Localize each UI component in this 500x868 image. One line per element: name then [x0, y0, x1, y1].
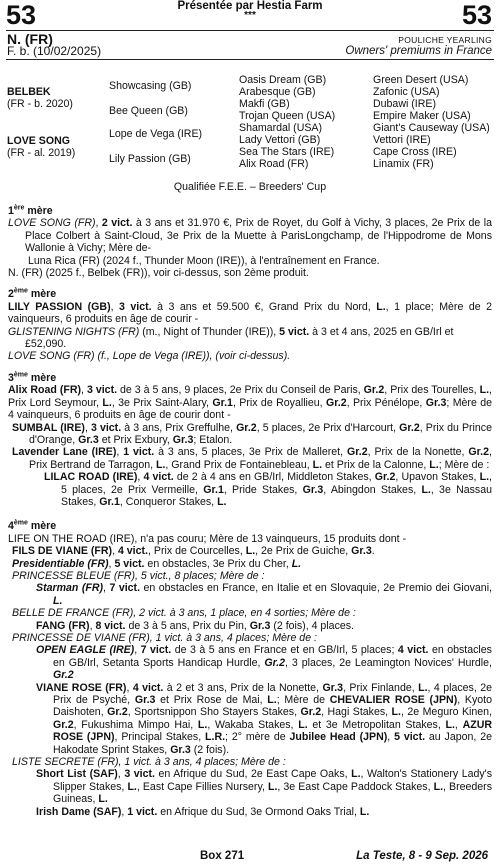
fourth-dam-entry: LIFE ON THE ROAD (IRE), n'a pas couru; Mère de 13 vainqueurs, 15 produits dont -	[8, 532, 407, 545]
produce-entry: Luna Rica (FR) (2024 f., Thunder Moon (IRE)), à l'entraînement en France.	[28, 254, 380, 267]
qualification: Qualifiée F.E.E. – Breeders' Cup	[173, 181, 327, 193]
produce-entry: VIANE ROSE (FR), 4 vict. à 2 et 3 ans, Prix de la Nonette, Gr.3, Prix Finlande, L., 4 places, 2e Prix de Psyché, Gr.3 et Prix Rose de Mai, L.; Mère de CHEVALIER ROSE (JPN), Kyoto Daishoten, Gr.2, Sportsnippon Sho Stayers Stakes, Gr.2, Hagi Stakes, L., 2e Meguro Kinen, Gr.2, Fukushima Mimpo Hai, L., Wakaba Stakes, L. et 3e Metropolitan Stakes, L., AZUR ROSE (JPN), Principal Stakes, L.R.; 2° mère de Jubilee Head (JPN), 5 vict. au Japon, 2e Hakodate Sprint Stakes, Gr.3 (2 fois).	[36, 681, 493, 756]
produce-entry: LILAC ROAD (IRE), 4 vict. de 2 à 4 ans en GB/Irl, Middleton Stakes, Gr.2, Upavon Stakes, L., 5 places, 2e Prix Vermeille, Gr.1, Pride Stakes, Gr.3, Abingdon Stakes, L., 3e Nassau Stakes, Gr.1, Conqueror Stakes, L.	[44, 471, 492, 508]
horse-category: POULICHE YEARLING	[398, 35, 492, 45]
produce-entry: Lavender Lane (IRE), 1 vict. à 3 ans, 5 places, 3e Prix de Malleret, Gr.2, Prix de la Nonette, Gr.2, Prix Bertrand de Tarragon, L., Grand Prix de Fontainebleau, L. et Prix de la Calonne, L.; Mère de :	[12, 446, 492, 471]
dam-name: LOVE SONG	[7, 135, 70, 147]
pedigree-gen4: Green Desert (USA)	[373, 74, 469, 86]
pedigree-gen4: Linamix (FR)	[373, 158, 434, 170]
section-heading-1: 1ère mère	[8, 204, 53, 217]
first-dam-entry: LOVE SONG (FR), 2 vict. à 3 ans et 31.970 €, Prix de Royet, du Golf à Vichy, 3 places, 2e Prix de la Place Colbert à Saint-Cloud, 3e Prix de la Muette à ParisLongchamp, de l'Hippodrome de Mons Wallonie à Vichy; Mère de-	[8, 217, 492, 255]
pedigree-divider	[6, 59, 494, 60]
pedigree-gen3: Trojan Queen (USA)	[239, 110, 336, 122]
lot-number-left: 53	[6, 0, 37, 30]
pedigree-gen4: Vettori (IRE)	[373, 134, 431, 146]
produce-entry: FANG (FR), 8 vict. de 3 à 5 ans, Prix du Pin, Gr.3 (2 fois), 4 places.	[36, 619, 354, 632]
pedigree-gen2: Showcasing (GB)	[109, 80, 192, 92]
sire-name: BELBEK	[7, 86, 51, 98]
sire-info: (FR - b. 2020)	[7, 98, 73, 110]
produce-entry: PRINCESSE DE VIANE (FR), 1 vict. à 3 ans, 4 places; Mère de :	[12, 632, 317, 644]
sale-info: La Teste, 8 - 9 Sep. 2026	[356, 850, 488, 862]
horse-description: F. b. (10/02/2025)	[7, 44, 102, 58]
produce-entry: Starman (FR), 7 vict. en obstacles en France, en Italie et en Slovaquie, 2e Premio dei Giovani, L.	[36, 582, 492, 607]
produce-entry: Presidentiable (FR), 5 vict. en obstacles, 3e Prix du Cher, L.	[12, 557, 302, 570]
pedigree-gen2: Lope de Vega (IRE)	[109, 128, 203, 140]
produce-entry: PRINCESSE BLEUE (FR), 5 vict., 8 places; Mère de :	[12, 569, 265, 582]
rating-stars: ***	[244, 10, 256, 21]
produce-entry: FILS DE VIANE (FR), 4 vict., Prix de Courcelles, L., 2e Prix de Guiche, Gr.3.	[12, 545, 375, 558]
pedigree-gen3: Shamardal (USA)	[239, 122, 323, 134]
pedigree-gen4: Empire Maker (USA)	[373, 110, 471, 122]
section-heading-3: 3ème mère	[8, 371, 57, 384]
pedigree-gen4: Cape Cross (IRE)	[373, 146, 457, 158]
produce-entry: N. (FR) (2025 f., Belbek (FR)), voir ci-dessus, son 2ème produit.	[8, 267, 309, 280]
pedigree-gen3: Arabesque (GB)	[239, 86, 316, 98]
dam-line	[8, 205, 492, 818]
pedigree-gen2: Bee Queen (GB)	[109, 105, 188, 117]
box-number: Box 271	[200, 850, 245, 862]
horse-name: N. (FR)	[7, 31, 53, 47]
pedigree-gen3: Sea The Stars (IRE)	[239, 146, 335, 158]
produce-entry: OPEN EAGLE (IRE), 7 vict. de 3 à 5 ans en France et en GB/Irl, 5 places; 4 vict. en obstacles en GB/Irl, Setanta Sports Handicap Hurdle, Gr.2, 3 places, 2e Leamington Novices' Hurdle, Gr.2	[36, 644, 492, 682]
lot-number-right: 53	[461, 0, 492, 30]
pedigree-gen4: Zafonic (USA)	[373, 86, 440, 98]
produce-entry: Short List (SAF), 3 vict. en Afrique du Sud, 2e East Cape Oaks, L., Walton's Stationery Lady's Slipper Stakes, L., East Cape Fillies Nursery, L., 3e East Cape Paddock Stakes, L., Breeders Guineas, L.	[36, 768, 493, 806]
section-heading-2: 2ème mère	[8, 287, 57, 301]
pedigree-gen3: Alix Road (FR)	[239, 158, 309, 170]
pedigree-gen3: Makfi (GB)	[239, 98, 290, 110]
pedigree-gen3: Oasis Dream (GB)	[239, 74, 327, 86]
dam-info: (FR - al. 2019)	[7, 147, 76, 159]
presenter: Présentée par Hestia Farm	[177, 0, 323, 12]
pedigree-gen2: Lily Passion (GB)	[109, 153, 191, 165]
pedigree-gen4: Giant's Causeway (USA)	[373, 122, 490, 134]
produce-entry: BELLE DE FRANCE (FR), 2 vict. à 3 ans, 1 place, en 4 sorties; Mère de :	[12, 607, 356, 620]
produce-entry: Irish Dame (SAF), 1 vict. en Afrique du Sud, 3e Ormond Oaks Trial, L.	[36, 805, 370, 818]
produce-entry: SUMBAL (IRE), 3 vict. à 3 ans, Prix Greffulhe, Gr.2, 5 places, 2e Prix d'Harcourt, Gr.2, Prix du Prince d'Orange, Gr.3 et Prix Exbury, Gr.3; Etalon.	[12, 421, 492, 446]
pedigree-gen3: Lady Vettori (GB)	[239, 134, 321, 146]
second-dam-entry: LILY PASSION (GB), 3 vict. à 3 ans et 59.500 €, Grand Prix du Nord, L., 1 place; Mère de 2 vainqueurs, 6 produits en âge de courir -	[8, 300, 492, 326]
pedigree-gen4: Dubawi (IRE)	[373, 98, 436, 110]
section-heading-4: 4ème mère	[8, 519, 57, 533]
produce-entry: GLISTENING NIGHTS (FR) (m., Night of Thunder (IRE)), 5 vict. à 3 et 4 ans, 2025 en GB/Irl et £52,090.	[8, 325, 454, 351]
top-divider	[6, 30, 494, 31]
owners-premiums: Owners' premiums in France	[345, 45, 492, 57]
produce-entry: LISTE SECRETE (FR), 1 vict. à 3 ans, 4 places; Mère de :	[12, 756, 286, 769]
third-dam-entry: Alix Road (FR), 3 vict. de 3 à 5 ans, 9 places, 2e Prix du Conseil de Paris, Gr.2, Prix des Tourelles, L., Prix Lord Seymour, L., 3e Prix Saint-Alary, Gr.1, Prix de Royallieu, Gr.2, Prix Pénélope, Gr.3; Mère de 4 vainqueurs, 6 produits en âge de courir dont -	[8, 384, 493, 422]
produce-entry: LOVE SONG (FR) (f., Lope de Vega (IRE)), (voir ci-dessus).	[8, 350, 291, 363]
